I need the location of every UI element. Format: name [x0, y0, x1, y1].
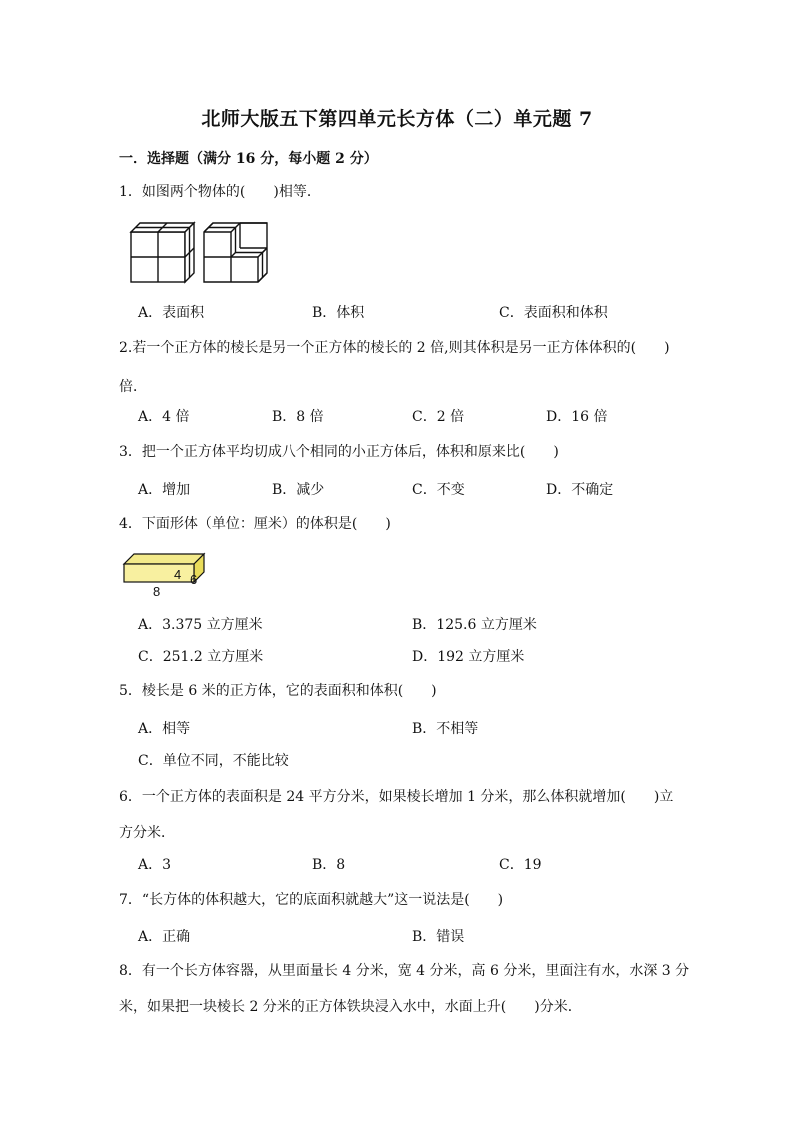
question-1-option-a: A．表面积: [138, 305, 205, 321]
question-1-option-b: B．体积: [312, 305, 365, 321]
question-7-text: 7．“长方体的体积越大，它的底面积就越大”这一说法是( ): [119, 892, 504, 908]
question-3-text: 3．把一个正方体平均切成八个相同的小正方体后，体积和原来比( ): [119, 444, 559, 460]
cuboid-height-label: 4: [174, 567, 182, 582]
question-4-option-a: A．3.375 立方厘米: [138, 617, 263, 633]
question-1-option-c: C．表面积和体积: [499, 305, 608, 321]
section-heading: 一．选择题（满分 16 分，每小题 2 分）: [119, 151, 378, 167]
question-5-text: 5．棱长是 6 米的正方体，它的表面积和体积( ): [119, 683, 437, 699]
question-8-text-cont: 米，如果把一块棱长 2 分米的正方体铁块浸入水中，水面上升( )分米．: [119, 999, 582, 1015]
question-6-option-a: A．3: [138, 857, 172, 873]
question-3-option-a: A．增加: [138, 482, 191, 498]
cuboid-top-face: [124, 554, 204, 564]
question-5-option-c: C．单位不同，不能比较: [138, 753, 289, 769]
cuboid-width-label: 6: [190, 572, 198, 587]
question-7-option-b: B．错误: [412, 929, 465, 945]
question-6-text: 6．一个正方体的表面积是 24 平方分米，如果棱长增加 1 分米，那么体积就增加( )立: [119, 789, 674, 805]
question-6-text-cont: 方分米．: [119, 825, 175, 841]
question-4-option-b: B．125.6 立方厘米: [412, 617, 537, 633]
question-5-option-b: B．不相等: [412, 721, 479, 737]
question-1-text: 1．如图两个物体的( )相等．: [119, 184, 321, 200]
page-title: 北师大版五下第四单元长方体（二）单元题 7: [201, 108, 593, 130]
question-3-option-b: B．减少: [272, 482, 325, 498]
question-3-option-c: C．不变: [412, 482, 465, 498]
question-2-option-a: A．4 倍: [138, 409, 190, 425]
cuboid-front-face: [124, 564, 194, 582]
cuboid-figure: [120, 548, 210, 600]
question-2-text-cont: 倍．: [119, 379, 147, 395]
question-4-option-c: C．251.2 立方厘米: [138, 649, 264, 665]
question-7-option-a: A．正确: [138, 929, 191, 945]
cuboid-length-label: 8: [153, 584, 161, 599]
question-2-text: 2.若一个正方体的棱长是另一个正方体的棱长的 2 倍,则其体积是另一正方体体积的( ): [119, 340, 670, 356]
question-2-option-b: B．8 倍: [272, 409, 324, 425]
question-6-option-b: B．8: [312, 857, 346, 873]
question-2-option-d: D．16 倍: [546, 409, 608, 425]
two-cube-stacks-figure: [124, 218, 274, 288]
question-3-option-d: D．不确定: [546, 482, 614, 498]
question-5-option-a: A．相等: [138, 721, 191, 737]
question-2-option-c: C．2 倍: [412, 409, 465, 425]
question-6-option-c: C．19: [499, 857, 542, 873]
question-4-option-d: D．192 立方厘米: [412, 649, 525, 665]
question-4-text: 4．下面形体（单位：厘米）的体积是( ): [119, 516, 391, 532]
question-8-text: 8．有一个长方体容器，从里面量长 4 分米，宽 4 分米，高 6 分米，里面注有水，水深 3 分: [119, 963, 690, 979]
